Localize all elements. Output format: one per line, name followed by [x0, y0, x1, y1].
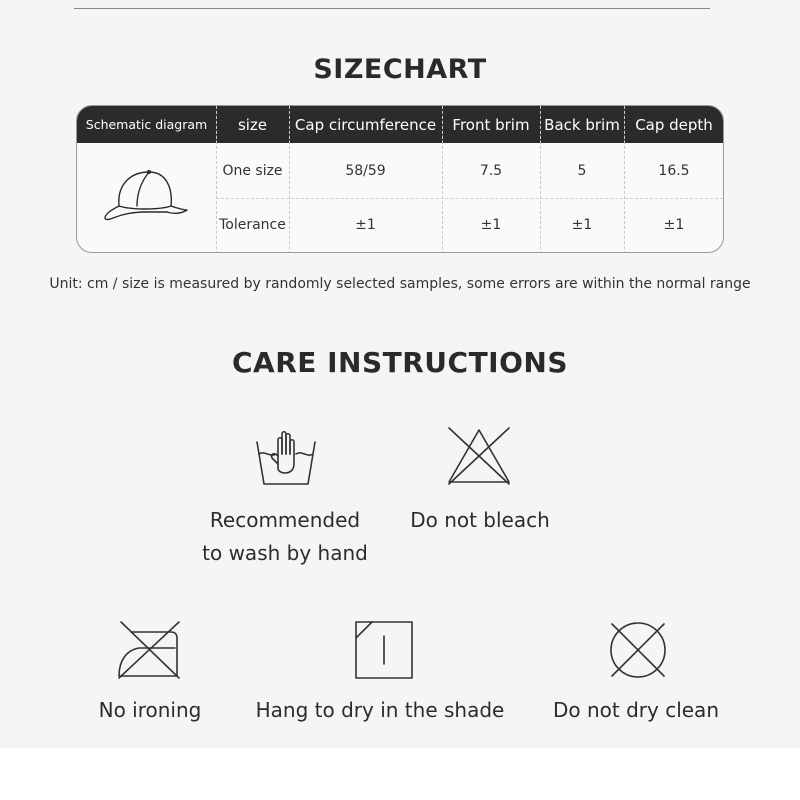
- header-schematic-diagram: Schematic diagram: [85, 117, 208, 132]
- care-title: CARE INSTRUCTIONS: [231, 346, 569, 379]
- sizechart-title: SIZECHART: [313, 54, 487, 85]
- cell-back-brim: 5: [577, 163, 587, 179]
- hand-wash-label-line2: to wash by hand: [202, 541, 368, 565]
- no-dry-clean-label: Do not dry clean: [552, 698, 719, 722]
- row-label-tolerance: Tolerance: [219, 217, 286, 233]
- hang-dry-label: Hang to dry in the shade: [255, 698, 505, 722]
- cell-tolerance-front-brim: ±1: [480, 217, 502, 233]
- no-dry-clean-icon: [608, 620, 668, 680]
- header-size: size: [237, 115, 268, 134]
- table-header-row: [77, 106, 723, 143]
- no-ironing-label: No ironing: [98, 698, 202, 722]
- no-ironing-icon: [117, 620, 181, 680]
- header-cap-circumference: Cap circumference: [294, 115, 437, 134]
- cell-tolerance-circumference: ±1: [355, 217, 376, 233]
- hand-wash-icon: [254, 424, 318, 488]
- hand-wash-label-line1: Recommended: [209, 508, 361, 532]
- cell-front-brim: 7.5: [479, 163, 503, 179]
- cell-cap-circumference: 58/59: [345, 163, 386, 179]
- top-divider: [74, 8, 710, 9]
- header-back-brim: Back brim: [544, 115, 620, 134]
- size-table: [76, 105, 724, 253]
- no-bleach-icon: [447, 426, 511, 486]
- header-front-brim: Front brim: [452, 115, 530, 134]
- cap-diagram-icon: [101, 164, 191, 230]
- cell-cap-depth: 16.5: [658, 163, 690, 179]
- cell-tolerance-cap-depth: ±1: [663, 217, 685, 233]
- header-cap-depth: Cap depth: [635, 115, 713, 134]
- measurement-note: Unit: cm / size is measured by randomly selected samples, some errors are within the normal range: [49, 276, 751, 292]
- no-bleach-label: Do not bleach: [410, 508, 550, 532]
- cell-tolerance-back-brim: ±1: [571, 217, 593, 233]
- hang-dry-shade-icon: [354, 620, 414, 680]
- row-label-one-size: One size: [222, 163, 283, 179]
